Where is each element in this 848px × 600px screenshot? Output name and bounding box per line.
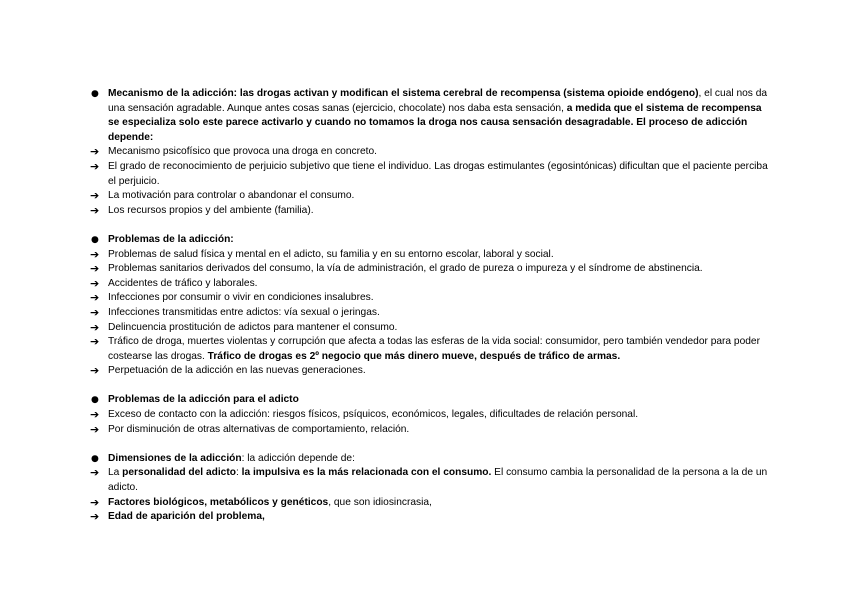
text: Infecciones transmitidas entre adictos: vía sexual o jeringas. [108,306,380,318]
section [90,393,770,437]
section-heading [90,233,770,248]
section-heading [90,452,770,467]
section [90,87,770,218]
arrow-icon: ➔ [90,262,100,276]
bullet-marker: ● [91,453,99,464]
arrow-icon: ➔ [90,495,100,509]
list-item [90,204,770,219]
text: Accidentes de tráfico y laborales. [108,277,258,289]
arrow-icon: ➔ [90,320,100,334]
arrow-icon: ➔ [90,305,100,319]
arrow-icon: ➔ [90,203,100,217]
bold-text: Problemas de la adicción: [108,233,234,245]
list-item [90,277,770,292]
section [90,452,770,525]
list-item [90,306,770,321]
bold-text: Mecanismo de la adicción: las drogas activan y modifican el sistema cerebral de recompensa (sistema opioide endógeno) [108,88,699,99]
text: : [235,467,242,479]
text: La [108,467,123,479]
text: La motivación para controlar o abandonar el consumo. [108,190,355,202]
bullet-marker: ● [91,395,99,406]
list-item [90,321,770,336]
arrow-icon: ➔ [90,247,100,261]
text: : la adicción depende de: [241,452,355,464]
arrow-icon: ➔ [90,335,100,349]
section-heading [90,87,770,145]
arrow-icon: ➔ [90,276,100,290]
list-item [90,510,770,525]
list-item [90,408,770,423]
bold-text: Problemas de la adicción para el adicto [108,394,299,406]
text: Mecanismo psicofísico que provoca una droga en concreto. [108,146,377,158]
list-item [90,466,770,495]
arrow-icon: ➔ [90,510,100,524]
text: Perpetuación de la adicción en las nuevas generaciones. [108,365,366,377]
arrow-icon: ➔ [90,422,100,436]
arrow-icon: ➔ [90,189,100,203]
bold-text: a medida que el sistema de recompensa se especializa solo este parece activarlo y cuando no tomamos la droga nos causa sensación desagradable. El proceso de adicción depende: [108,102,762,143]
arrow-icon: ➔ [90,291,100,305]
arrow-icon: ➔ [90,408,100,422]
bold-text: Factores biológicos, metabólicos y genéticos [108,496,329,508]
list-item [90,262,770,277]
text: Los recursos propios y del ambiente (familia). [108,204,314,216]
arrow-icon: ➔ [90,364,100,378]
bold-text: Tráfico de drogas es 2º negocio que más dinero mueve, después de tráfico de armas. [207,350,621,362]
text: Tráfico de droga, muertes violentas y corrupción que afecta a todas las esferas de la vida social: consumidor, pero también vendedor para poder costearse las drogas. [108,336,760,362]
bold-text: Edad de aparición del problema, [108,511,265,523]
list-item [90,248,770,263]
list-item [90,423,770,438]
bold-text: Dimensiones de la adicción [108,452,242,464]
section [90,233,770,379]
document-content [90,87,770,539]
section-heading [90,393,770,408]
list-item [90,364,770,379]
arrow-icon: ➔ [90,145,100,159]
list-item [90,145,770,160]
list-item [90,160,770,189]
bullet-marker: ● [91,89,99,99]
arrow-icon: ➔ [90,159,100,173]
text: Exceso de contacto con la adicción: riesgos físicos, psíquicos, económicos, legales, dificultades de relación personal. [108,409,639,421]
text: El consumo cambia la personalidad de la persona a la de un adicto. [108,467,768,494]
text: El grado de reconocimiento de perjuicio subjetivo que tiene el individuo. Las drogas estimulantes (egosintónicas) dificultan que el paciente perciba el perjuicio. [108,160,768,187]
bold-text: la impulsiva es la más relacionada con el consumo. [241,467,492,479]
list-item [90,496,770,511]
text: Problemas sanitarios derivados del consumo, la vía de administración, el grado de pureza o impureza y el síndrome de abstinencia. [108,263,703,275]
text: Por disminución de otras alternativas de comportamiento, relación. [108,423,410,435]
text: Problemas de salud física y mental en el adicto, su familia y en su entorno escolar, laboral y social. [108,248,554,260]
bullet-marker: ● [91,234,99,245]
arrow-icon: ➔ [90,466,100,480]
bold-text: personalidad del adicto [122,467,236,479]
list-item [90,335,770,364]
text: Delincuencia prostitución de adictos para mantener el consumo. [108,321,398,333]
text: , que son idiosincrasia, [328,496,432,508]
text: , el cual nos da una sensación agradable. Aunque antes cosas sanas (ejercicio, chocolate) nos daba esta sensación, [108,88,768,114]
list-item [90,291,770,306]
text: Infecciones por consumir o vivir en condiciones insalubres. [108,292,374,304]
list-item [90,189,770,204]
